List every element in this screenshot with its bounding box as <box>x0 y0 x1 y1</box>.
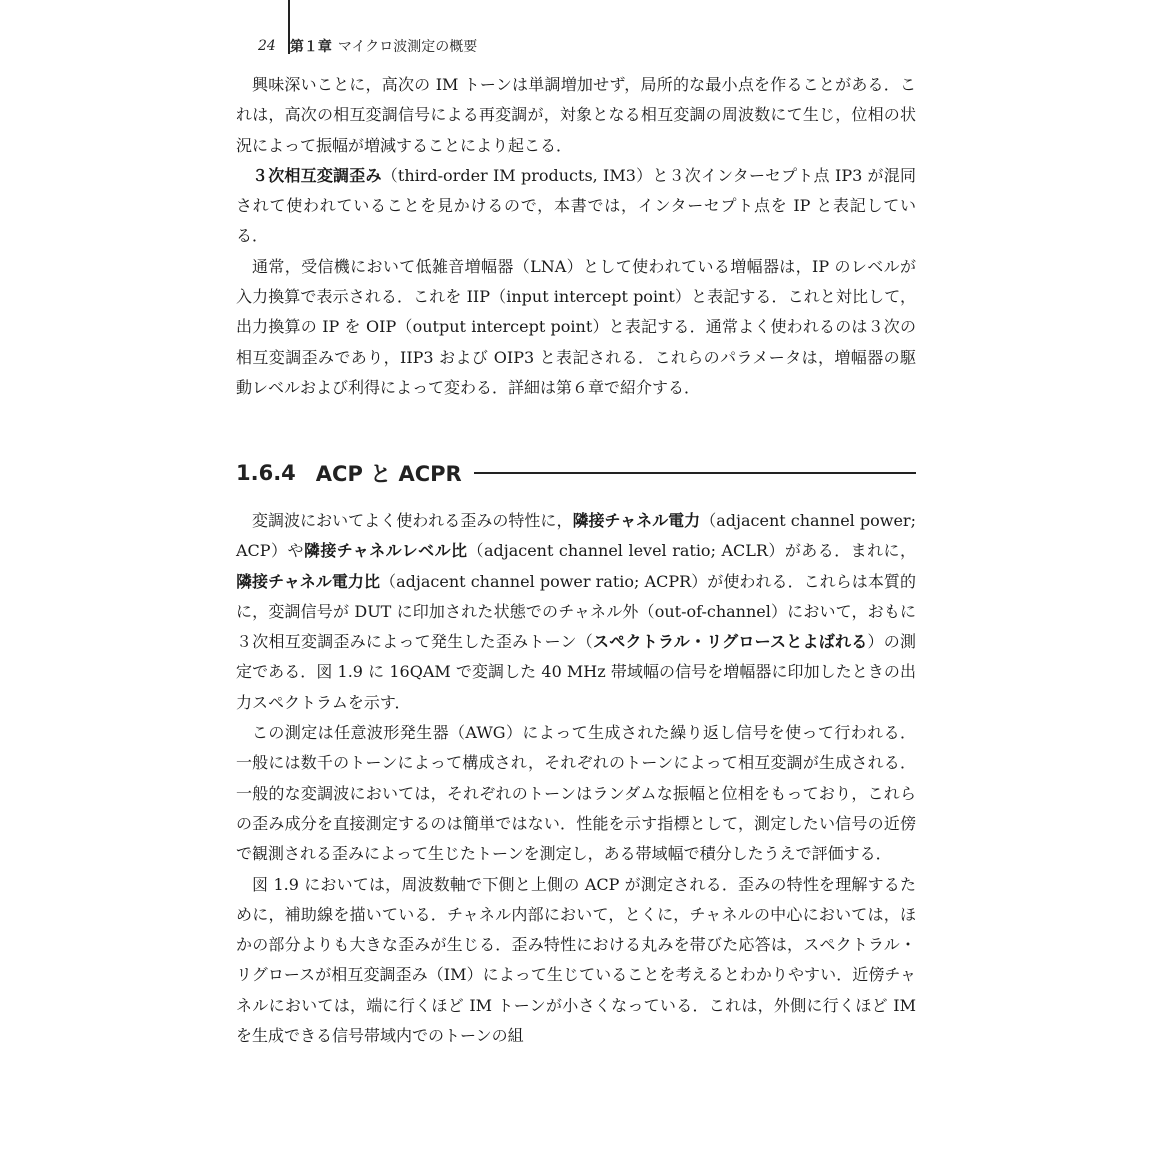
running-header <box>258 34 477 58</box>
chapter-title: マイクロ波測定の概要 <box>337 39 478 55</box>
paragraph-text: （adjacent channel power ratio; ACPR）が使われる．これらは本質的に，変調信号が DUT に印加された状態でのチャネル外（out-of-channel）において，おもに３次相互変調歪みによって発生した歪みトーン（ <box>236 571 916 652</box>
term-acpr: 隣接チャネル電力比 <box>236 571 381 591</box>
paragraph <box>236 506 916 718</box>
section-rule <box>474 472 916 474</box>
paragraph: 通常，受信機において低雑音増幅器（LNA）として使われている増幅器は，IP のレベルが入力換算で表示される．これを IIP（input intercept point）と表記する．これと対比して，出力換算の IP を OIP（output intercept point）と表記する．通常よく使われるのは３次の相互変調歪みであり，IIP3 および OIP3 と表記される．これらのパラメータは，増幅器の駆動レベルおよび利得によって変わる．詳細は第６章で紹介する． <box>236 256 916 397</box>
paragraph: この測定は任意波形発生器（AWG）によって生成された繰り返し信号を使って行われる．一般には数千のトーンによって構成され，それぞれのトーンによって相互変調が生成される．一般的な変調波においては，それぞれのトーンはランダムな振幅と位相をもっており，これらの歪み成分を直接測定するのは簡単ではない．性能を示す指標として，測定したい信号の近傍で観測される歪みによって生じたトーンを測定し，ある帯域幅で積分したうえで評価する． <box>236 723 916 864</box>
term-aclr: 隣接チャネルレベル比 <box>303 541 468 561</box>
paragraph-text: （adjacent channel power; ACP）や <box>236 511 916 561</box>
paragraph-text: 変調波においてよく使われる歪みの特性に， <box>252 511 573 530</box>
term-im3: ３次相互変調歪み <box>252 165 382 185</box>
term-acp: 隣接チャネル電力 <box>572 511 701 530</box>
body-text-top <box>236 70 916 403</box>
paragraph-text: （adjacent channel level ratio; ACLR）がある．まれに， <box>467 541 916 561</box>
section-heading <box>236 458 916 488</box>
paragraph <box>236 161 916 252</box>
paragraph: 図 1.9 においては，周波数軸で下側と上側の ACP が測定される．歪みの特性を理解するために，補助線を描いている．チャネル内部において，とくに，チャネルの中心においては，ほかの部分よりも大きな歪みが生じる．歪み特性における丸みを帯びた応答は，スペクトラル・リグロースが相互変調歪み（IM）によって生じていることを考えるとわかりやすい．近傍チャネルにおいては，端に行くほど IM トーンが小さくなっている．これは，外側に行くほど IM を生成できる信号帯域内でのトーンの組 <box>236 874 916 1046</box>
body-text-bottom <box>236 506 916 1051</box>
paragraph-text: （third-order IM products, IM3）と３次インターセプト点 IP3 が混同されて使われていることを見かけるので，本書では，インターセプト点を IP と表記している． <box>236 165 916 246</box>
section-title: ACP と ACPR <box>315 462 462 486</box>
term-spectral-regrowth: スペクトラル・リグロースとよばれる <box>593 632 868 652</box>
paragraph-text: ）の測定である．図 1.9 に 16QAM で変調した 40 MHz 帯域幅の信号を増幅器に印加したときの出力スペクトラムを示す． <box>236 632 916 712</box>
page-number: 24 <box>258 38 276 54</box>
header-vertical-rule <box>288 0 290 54</box>
paragraph: 興味深いことに，高次の IM トーンは単調増加せず，局所的な最小点を作ることがある．これは，高次の相互変調信号による再変調が，対象となる相互変調の周波数にて生じ，位相の状況によって振幅が増減することにより起こる． <box>236 75 916 155</box>
book-page <box>236 0 916 1150</box>
section-number: 1.6.4 <box>236 461 296 485</box>
chapter-label: 第１章 <box>289 39 332 55</box>
